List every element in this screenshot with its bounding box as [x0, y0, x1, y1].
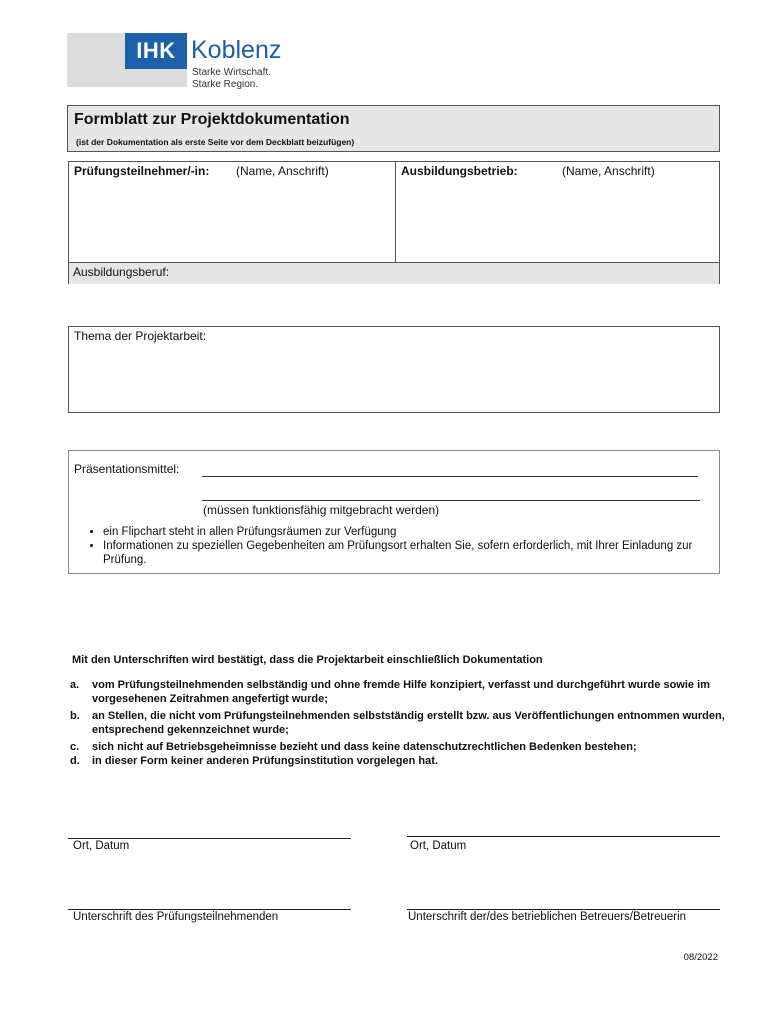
ort-datum-label-left: Ort, Datum — [73, 840, 130, 852]
signature-label-right: Unterschrift der/des betrieblichen Betreuers/Betreuerin — [408, 911, 687, 923]
praesentationsmittel-line-1[interactable] — [202, 476, 698, 477]
statement-letter: b. — [70, 710, 80, 722]
statement-text: in dieser Form keiner anderen Prüfungsinstitution vorgelegen hat. — [92, 755, 438, 767]
participants-table — [68, 161, 720, 284]
statement-text: sich nicht auf Betriebsgeheimnisse bezieht und dass keine datenschutzrechtlichen Bedenken bestehen; — [92, 741, 637, 753]
ausbildungsberuf-row[interactable] — [69, 262, 719, 284]
signature-line-right[interactable] — [407, 909, 720, 910]
logo-tagline-2: Starke Region. — [192, 79, 259, 90]
company-hint: (Name, Anschrift) — [562, 164, 655, 178]
logo-name: Koblenz — [191, 36, 282, 64]
logo-tagline — [192, 67, 271, 91]
statement-list — [70, 678, 730, 768]
statement-item — [70, 709, 730, 737]
company-label: Ausbildungsbetrieb: — [401, 164, 518, 178]
statement-item — [70, 740, 730, 754]
logo-gray-block-low — [125, 69, 187, 87]
list-item: • ein Flipchart steht in allen Prüfungsräumen zur Verfügung — [103, 525, 703, 539]
statement-text: an Stellen, die nicht vom Prüfungsteilnehmenden selbstständig erstellt bzw. aus Veröffentlichungen entnommen wurden, entsprechend gekennzeichnet wurde; — [92, 710, 725, 736]
ort-datum-label-right: Ort, Datum — [410, 840, 467, 852]
participant-label: Prüfungsteilnehmer/-in: — [74, 164, 210, 178]
thema-label: Thema der Projektarbeit: — [74, 329, 207, 343]
statement-item — [70, 754, 730, 768]
form-subtitle: (ist der Dokumentation als erste Seite vor dem Deckblatt beizufügen) — [76, 137, 355, 147]
participant-hint: (Name, Anschrift) — [236, 164, 329, 178]
statement-letter: a. — [70, 679, 80, 691]
form-header — [67, 105, 720, 152]
statement-letter: d. — [70, 755, 80, 767]
statement-letter: c. — [70, 741, 80, 753]
praesentationsmittel-note: (müssen funktionsfähig mitgebracht werden) — [203, 503, 440, 517]
ort-datum-line-left[interactable] — [68, 838, 351, 839]
praesentationsmittel-label: Präsentationsmittel: — [74, 462, 180, 476]
ort-datum-line-right[interactable] — [407, 836, 720, 837]
logo-ihk-mark: IHK — [125, 33, 187, 69]
logo-gray-block — [67, 33, 125, 87]
statement-text: vom Prüfungsteilnehmenden selbständig und ohne fremde Hilfe konzipiert, verfasst und durchgeführt wurde sowie im vorgesehenen Zeitrahmen angefertigt wurde; — [92, 679, 710, 705]
praesentationsmittel-bullets — [83, 525, 703, 567]
list-item: • Informationen zu speziellen Gegebenheiten am Prüfungsort erhalten Sie, sofern erforderlich, mit Ihrer Einladung zur Prüfung. — [103, 539, 703, 567]
thema-box[interactable] — [68, 326, 720, 413]
ausbildungsberuf-label: Ausbildungsberuf: — [73, 265, 170, 279]
praesentationsmittel-line-2[interactable] — [202, 500, 700, 501]
signature-line-left[interactable] — [68, 909, 351, 910]
ihk-koblenz-logo — [67, 33, 287, 91]
form-version-date: 08/2022 — [683, 952, 718, 963]
statement-item — [70, 678, 730, 706]
form-title: Formblatt zur Projektdokumentation — [74, 111, 350, 128]
statement-intro: Mit den Unterschriften wird bestätigt, dass die Projektarbeit einschließlich Dokumentation — [72, 654, 543, 666]
column-divider — [395, 162, 396, 262]
logo-tagline-1: Starke Wirtschaft. — [192, 67, 271, 78]
signature-label-left: Unterschrift des Prüfungsteilnehmenden — [73, 911, 279, 923]
praesentationsmittel-box — [68, 450, 720, 574]
